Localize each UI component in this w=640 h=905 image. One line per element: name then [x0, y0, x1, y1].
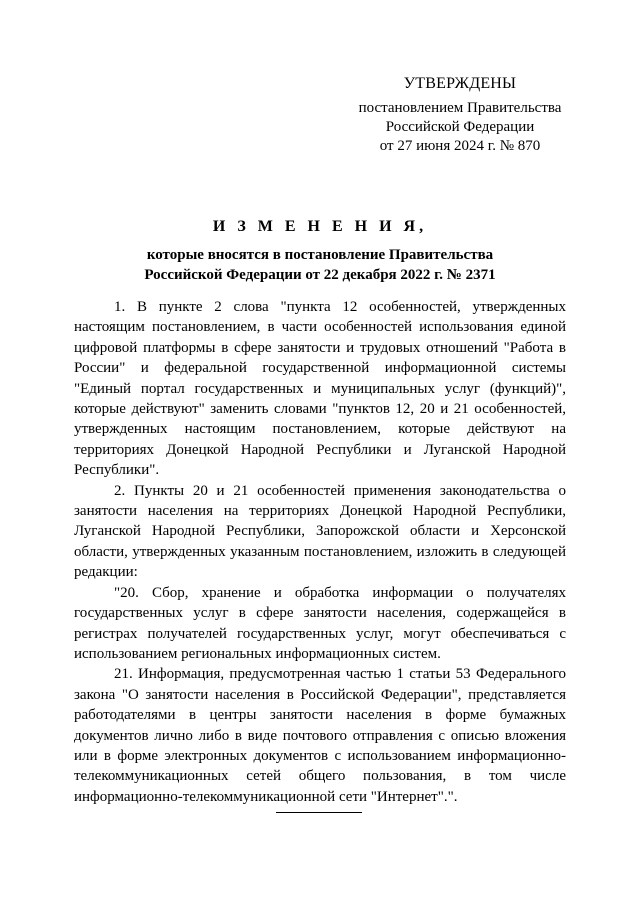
paragraph-3: "20. Сбор, хранение и обработка информации о получателях государственных услуг в сфере занятости населения, содержащейся в регистрах получателей государственных услуг, могут обеспечиваться с использованием региональных информационных систем.	[74, 584, 566, 662]
closing-divider	[276, 812, 362, 813]
document-body	[74, 297, 566, 807]
approval-line-3: от 27 июня 2024 г. № 870	[379, 138, 541, 154]
document-subtitle	[100, 245, 540, 285]
subtitle-line-2: Российской Федерации от 22 декабря 2022 г. № 2371	[144, 267, 496, 283]
approval-line-1: постановлением Правительства	[358, 100, 562, 116]
approval-block	[325, 74, 595, 156]
document-title: И З М Е Н Е Н И Я,	[212, 218, 428, 235]
subtitle-line-1: которые вносятся в постановление Правительства	[146, 247, 494, 263]
paragraph-4: 21. Информация, предусмотренная частью 1 статьи 53 Федерального закона "О занятости населения в Российской Федерации", представляется работодателями в центры занятости населения в форме бумажных документов лично либо в виде почтового отправления с описью вложения или в форме электронных документов с использованием информационно-телекоммуникационных сетей общего пользования, в том числе информационно-телекоммуникационной сети "Интернет".".	[74, 666, 566, 805]
paragraph-2: 2. Пункты 20 и 21 особенностей применения законодательства о занятости населения на территориях Донецкой Народной Республики, Луганской Народной Республики, Запорожской области и Херсонской области, утвержденных указанным постановлением, изложить в следующей редакции:	[74, 482, 566, 581]
approval-line-2: Российской Федерации	[385, 119, 535, 135]
approval-word: УТВЕРЖДЕНЫ	[403, 75, 517, 92]
paragraph-1: 1. В пункте 2 слова "пункта 12 особенностей, утвержденных настоящим постановлением, в части особенностей использования единой цифровой платформы в сфере занятости и трудовых отношений "Работа в России" и федеральной государственной информационной системы "Единый портал государственных и муниципальных услуг (функций)", которые действуют" заменить словами "пунктов 12, 20 и 21 особенностей, утвержденных настоящим постановлением, которые действуют на территориях Донецкой Народной Республики и Луганской Народной Республики".	[74, 299, 566, 479]
